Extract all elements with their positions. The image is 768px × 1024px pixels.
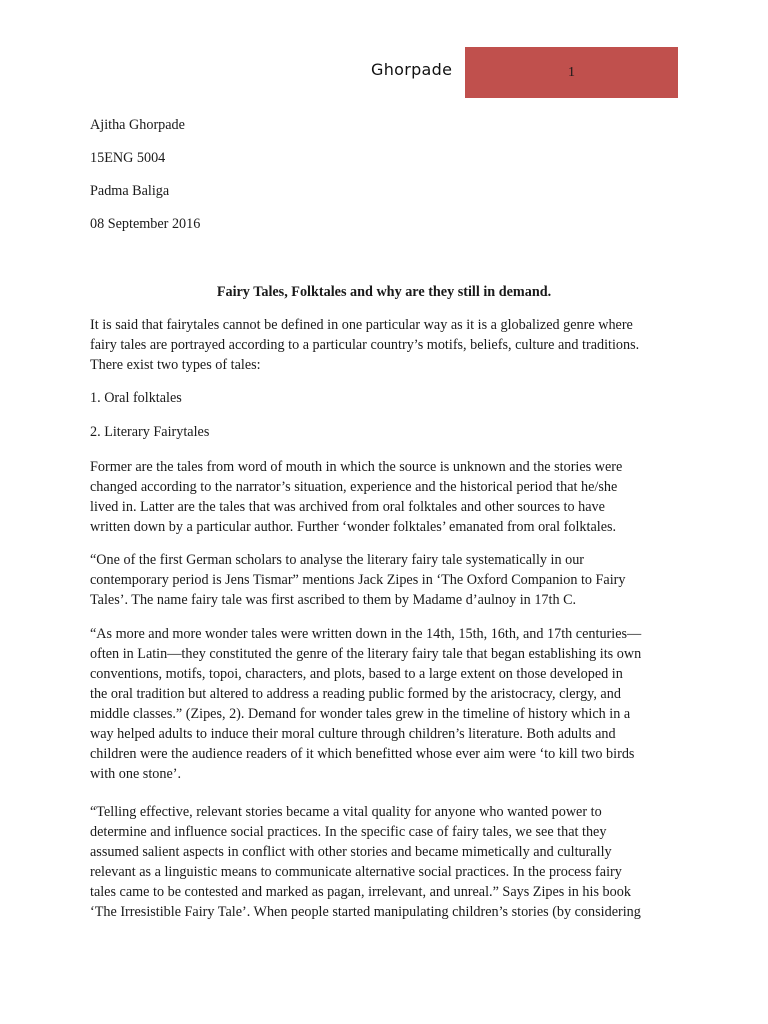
essay-title: Fairy Tales, Folktales and why are they still in demand. (216, 284, 552, 300)
submission-date: 08 September 2016 (90, 216, 201, 232)
header-surname: Ghorpade (371, 60, 453, 79)
paragraph-former-latter: Former are the tales from word of mouth in which the source is unknown and the stories were changed according to the narrator’s situation, experience and the historical period that he/she lived in. Latter are the tales that was archived from oral folktales and other sources to have written down by a particular author. Further ‘wonder folktales’ emanated from oral folktales. (90, 459, 623, 535)
student-name: Ajitha Ghorpade (90, 117, 185, 133)
paragraph-telling-stories: “Telling effective, relevant stories became a vital quality for anyone who wanted power to determine and influence social practices. In the specific case of fairy tales, we see that they assumed salient aspects in conflict with other stories and became mimetically and culturally relevant as a linguistic means to communicate alternative social practices. In the process fairy tales came to be contested and marked as pagan, irrelevant, and unreal.” Says Zipes in his book ‘The Irresistible Fairy Tale’. When people started manipulating children’s stories (by considering (90, 804, 641, 920)
paragraph-tismar-quote: “One of the first German scholars to analyse the literary fairy tale systematically in our contemporary period is Jens Tismar” mentions Jack Zipes in ‘The Oxford Companion to Fairy Tales’. The name fairy tale was first ascribed to them by Madame d’aulnoy in 17th C. (90, 552, 626, 608)
paragraph-wonder-tales: “As more and more wonder tales were written down in the 14th, 15th, 16th, and 17th centuries— often in Latin—they constituted the genre of the literary fairy tale that began establishing its own conventions, motifs, topoi, characters, and plots, based to a large extent on those developed in the oral tradition but altered to address a reading public formed by the aristocracy, clergy, and middle classes.” (Zipes, 2). Demand for wonder tales grew in the timeline of history which in a way helped adults to induce their moral culture through children’s literature. Both adults and children were the audience readers of it which benefitted whose ever aim were ‘to kill two birds with one stone’. (90, 626, 642, 782)
list-item-oral-folktales: 1. Oral folktales (90, 390, 182, 406)
instructor-name: Padma Baliga (90, 183, 170, 199)
page-number: 1 (568, 64, 575, 80)
paragraph-intro: It is said that fairytales cannot be defined in one particular way as it is a globalized genre where fairy tales are portrayed according to a particular country’s motifs, beliefs, culture and traditions. There exist two types of tales: (90, 317, 640, 373)
page-number-box (465, 47, 678, 98)
list-item-literary-fairytales: 2. Literary Fairytales (90, 424, 210, 440)
course-code: 15ENG 5004 (90, 150, 166, 166)
